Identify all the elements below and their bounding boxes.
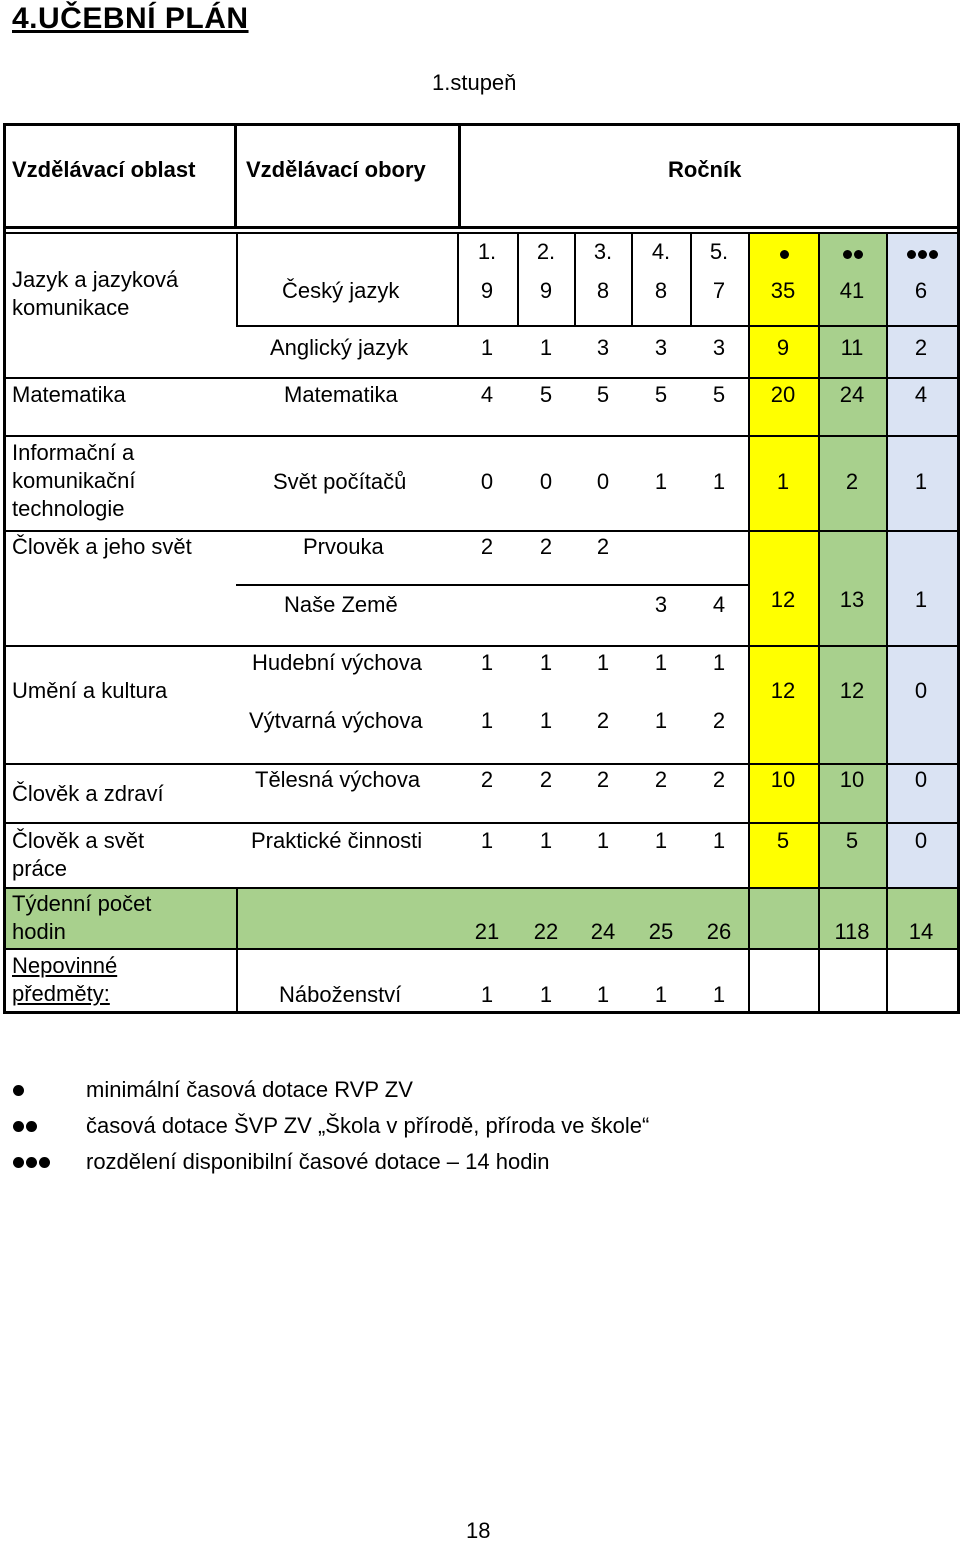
area-informatika: Informační a komunikační technologie	[12, 440, 136, 521]
nab-g5: 1	[712, 982, 726, 1007]
subject-telesna: Tělesná výchova	[255, 767, 421, 792]
grade-4: 4.	[651, 239, 671, 264]
vyt-g2: 1	[539, 708, 553, 733]
cesky-g1: 9	[480, 278, 494, 303]
nab-g3: 1	[596, 982, 610, 1007]
anglicky-g5: 3	[712, 335, 726, 360]
tel-g2: 2	[539, 767, 553, 792]
area-zdravi: Člověk a zdraví	[12, 781, 164, 806]
grade-2: 2.	[536, 239, 556, 264]
zeme-g4: 3	[654, 592, 668, 617]
header-subject: Vzdělávací obory	[246, 157, 426, 182]
mat-svp: 24	[839, 382, 865, 407]
dot-header-disponibilni	[887, 240, 958, 268]
dot-header-svp	[819, 240, 887, 268]
prvouka-g3: 2	[596, 534, 610, 559]
pra-g3: 1	[596, 828, 610, 853]
subject-anglicky: Anglický jazyk	[270, 335, 409, 360]
vyt-g1: 1	[480, 708, 494, 733]
subject-nase-zeme: Naše Země	[284, 592, 398, 617]
legend-item-minimum	[12, 1077, 413, 1103]
pra-disp: 0	[914, 828, 928, 853]
subject-prakticke: Praktické činnosti	[251, 828, 423, 853]
tyd-g1: 21	[474, 919, 500, 944]
mat-g3: 5	[596, 382, 610, 407]
mat-min: 20	[770, 382, 796, 407]
inf-svp: 2	[845, 469, 859, 494]
umeni-disp: 0	[914, 678, 928, 703]
tel-g5: 2	[712, 767, 726, 792]
subject-vytvarna: Výtvarná výchova	[249, 708, 423, 733]
zeme-disp: 1	[914, 587, 928, 612]
page-title: 4.UČEBNÍ PLÁN	[12, 2, 249, 35]
inf-disp: 1	[914, 469, 928, 494]
inf-g5: 1	[712, 469, 726, 494]
page-subtitle: 1.stupeň	[432, 70, 517, 95]
pra-g2: 1	[539, 828, 553, 853]
pra-g1: 1	[480, 828, 494, 853]
vyt-g4: 1	[654, 708, 668, 733]
header-area: Vzdělávací oblast	[12, 157, 196, 182]
nab-g1: 1	[480, 982, 494, 1007]
tel-disp: 0	[914, 767, 928, 792]
legend-item-disponibilni	[12, 1149, 550, 1175]
pra-g5: 1	[712, 828, 726, 853]
hud-g3: 1	[596, 650, 610, 675]
anglicky-g1: 1	[480, 335, 494, 360]
zeme-svp: 13	[839, 587, 865, 612]
anglicky-min: 9	[776, 335, 790, 360]
umeni-min: 12	[770, 678, 796, 703]
vyt-g3: 2	[596, 708, 610, 733]
dot-header-minimum	[749, 240, 819, 268]
inf-min: 1	[776, 469, 790, 494]
legend-text-minimum: minimální časová dotace RVP ZV	[86, 1077, 413, 1102]
area-tydenni: Týdenní počet hodin	[12, 891, 152, 944]
tel-min: 10	[770, 767, 796, 792]
mat-g2: 5	[539, 382, 553, 407]
tel-g3: 2	[596, 767, 610, 792]
three-dots-icon	[12, 1157, 86, 1168]
tel-g1: 2	[480, 767, 494, 792]
inf-g3: 0	[596, 469, 610, 494]
area-jazyk: Jazyk a jazyková komunikace	[12, 267, 179, 320]
mat-g5: 5	[712, 382, 726, 407]
prvouka-g2: 2	[539, 534, 553, 559]
cesky-g3: 8	[596, 278, 610, 303]
grade-3: 3.	[593, 239, 613, 264]
subject-hudebni: Hudební výchova	[252, 650, 422, 675]
tyd-g2: 22	[533, 919, 559, 944]
hud-g2: 1	[539, 650, 553, 675]
one-dot-icon	[12, 1085, 86, 1096]
anglicky-g4: 3	[654, 335, 668, 360]
inf-g2: 0	[539, 469, 553, 494]
cesky-g5: 7	[712, 278, 726, 303]
subject-prvouka: Prvouka	[303, 534, 384, 559]
cesky-svp: 41	[839, 278, 865, 303]
tyd-g3: 24	[590, 919, 616, 944]
subject-cesky: Český jazyk	[282, 278, 400, 303]
legend-text-disponibilni: rozdělení disponibilní časové dotace – 14 hodin	[86, 1149, 550, 1174]
hud-g5: 1	[712, 650, 726, 675]
subject-nabozenstvi: Náboženství	[279, 982, 402, 1007]
tyd-g4: 25	[648, 919, 674, 944]
subject-matematika: Matematika	[284, 382, 398, 407]
inf-g4: 1	[654, 469, 668, 494]
inf-g1: 0	[480, 469, 494, 494]
area-nepovinne: Nepovinné předměty:	[12, 953, 118, 1006]
two-dots-icon	[12, 1121, 86, 1132]
tel-g4: 2	[654, 767, 668, 792]
tyd-disp: 14	[908, 919, 934, 944]
grade-5: 5.	[709, 239, 729, 264]
anglicky-g2: 1	[539, 335, 553, 360]
anglicky-disp: 2	[914, 335, 928, 360]
page-number: 18	[466, 1518, 491, 1543]
area-prace: Člověk a svět práce	[12, 828, 145, 881]
nab-g4: 1	[654, 982, 668, 1007]
umeni-svp: 12	[839, 678, 865, 703]
tyd-svp: 118	[834, 919, 870, 944]
pra-g4: 1	[654, 828, 668, 853]
nab-g2: 1	[539, 982, 553, 1007]
tyd-g5: 26	[706, 919, 732, 944]
area-clovek-svet: Člověk a jeho svět	[12, 534, 192, 559]
cesky-g4: 8	[654, 278, 668, 303]
cesky-min: 35	[770, 278, 796, 303]
mat-disp: 4	[914, 382, 928, 407]
mat-g4: 5	[654, 382, 668, 407]
mat-g1: 4	[480, 382, 494, 407]
pra-svp: 5	[845, 828, 859, 853]
legend-item-svp	[12, 1113, 649, 1139]
zeme-min: 12	[770, 587, 796, 612]
zeme-g5: 4	[712, 592, 726, 617]
prvouka-g1: 2	[480, 534, 494, 559]
subject-svet-pocitacu: Svět počítačů	[273, 469, 407, 494]
pra-min: 5	[776, 828, 790, 853]
cesky-disp: 6	[914, 278, 928, 303]
vyt-g5: 2	[712, 708, 726, 733]
legend-text-svp: časová dotace ŠVP ZV „Škola v přírodě, příroda ve škole“	[86, 1113, 650, 1138]
header-grade: Ročník	[668, 157, 742, 182]
anglicky-svp: 11	[840, 335, 864, 360]
anglicky-g3: 3	[596, 335, 610, 360]
grade-1: 1.	[477, 239, 497, 264]
hud-g4: 1	[654, 650, 668, 675]
area-umeni: Umění a kultura	[12, 678, 168, 703]
tel-svp: 10	[839, 767, 865, 792]
cesky-g2: 9	[539, 278, 553, 303]
hud-g1: 1	[480, 650, 494, 675]
area-matematika: Matematika	[12, 382, 126, 407]
